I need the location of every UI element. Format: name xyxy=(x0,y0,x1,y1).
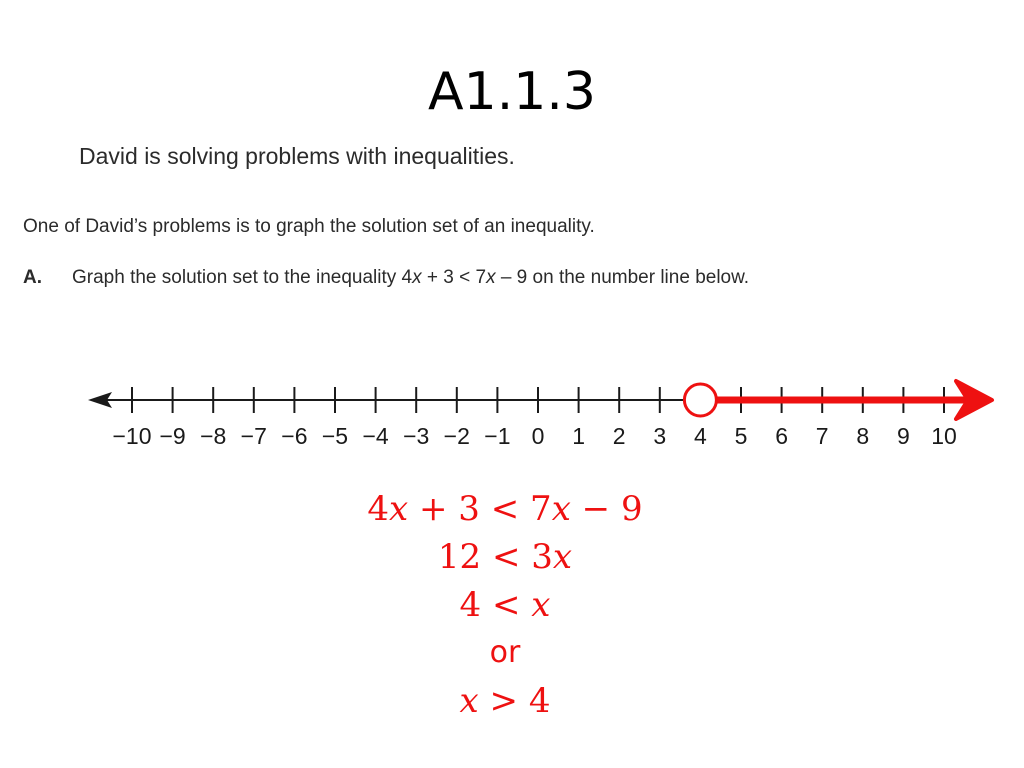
tick-label: −8 xyxy=(200,423,227,449)
work-line-5-x: x xyxy=(459,681,479,721)
part-a-label: A. xyxy=(23,267,42,288)
intro-text: David is solving problems with inequalities. xyxy=(79,143,515,169)
tick-label: 6 xyxy=(775,423,788,449)
work-line-3-x: x xyxy=(531,585,551,625)
part-a-text-before: Graph the solution set to the inequality 4 xyxy=(72,267,413,288)
tick-label: 1 xyxy=(572,423,585,449)
part-a-text-mid: + 3 < 7 xyxy=(421,267,487,288)
work-line-1-x2: x xyxy=(551,489,571,529)
tick-label: −1 xyxy=(484,423,511,449)
work-line-5-b: > 4 xyxy=(478,681,551,721)
work-line-5 xyxy=(0,677,1010,725)
tick-label: −9 xyxy=(159,423,186,449)
work-line-3-a: 4 < xyxy=(459,585,532,625)
tick-label: 9 xyxy=(897,423,910,449)
number-line xyxy=(80,372,1000,452)
part-a-text-after: – 9 on the number line below. xyxy=(495,267,750,288)
open-circle-boundary xyxy=(684,384,716,416)
work-line-1-b: + 3 < 7 xyxy=(408,489,552,529)
work-line-2 xyxy=(0,533,1010,581)
tick-label: −2 xyxy=(443,423,470,449)
part-a xyxy=(23,267,749,289)
work-line-2-x: x xyxy=(552,537,573,577)
part-a-var2: x xyxy=(486,267,496,288)
tick-label: −3 xyxy=(403,423,430,449)
work-line-1-a: 4 xyxy=(367,489,390,529)
work-or: or xyxy=(489,635,521,670)
tick-label: −6 xyxy=(281,423,308,449)
slide-title: A1.1.3 xyxy=(428,62,596,122)
tick-label: −7 xyxy=(240,423,267,449)
work-line-1 xyxy=(0,485,1010,533)
problem-text: One of David’s problems is to graph the solution set of an inequality. xyxy=(23,216,595,237)
tick-label: −5 xyxy=(321,423,349,449)
part-a-var1: x xyxy=(412,267,422,288)
tick-label: 2 xyxy=(612,423,626,449)
solution-work xyxy=(0,485,1010,725)
work-line-1-x1: x xyxy=(389,489,409,529)
tick-label: 10 xyxy=(931,423,957,449)
tick-label: −10 xyxy=(112,423,152,449)
tick-label: 4 xyxy=(694,423,707,449)
work-line-2-a: 12 < 3 xyxy=(437,537,553,577)
work-line-3 xyxy=(0,581,1010,629)
work-line-1-c: − 9 xyxy=(570,489,643,529)
tick-label: 8 xyxy=(856,423,870,449)
tick-label: 0 xyxy=(531,423,545,449)
tick-label: 7 xyxy=(815,423,829,449)
tick-label: 5 xyxy=(734,423,748,449)
tick-label: −4 xyxy=(362,423,389,449)
tick-label: 3 xyxy=(653,423,667,449)
